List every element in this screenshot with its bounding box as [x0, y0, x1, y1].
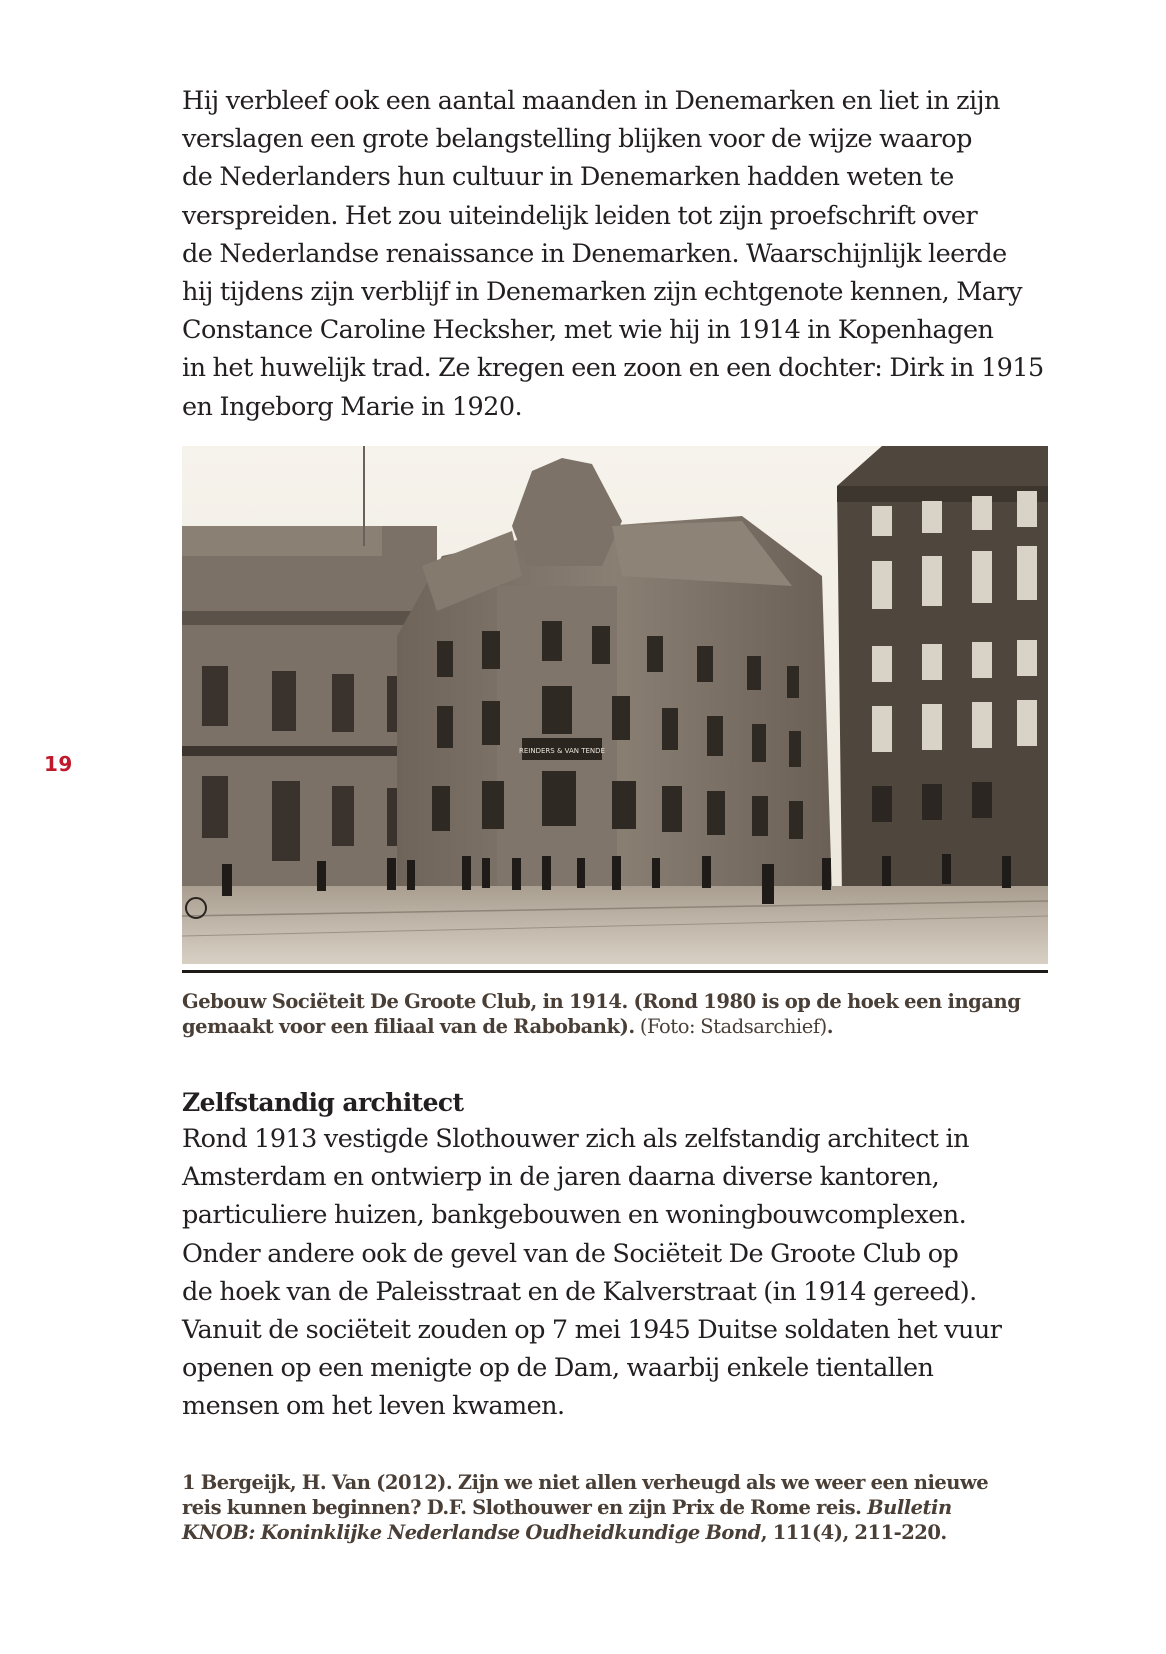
footnote-volume-pages: , 111(4), 211-220. — [760, 1521, 947, 1544]
caption-end-period: . — [826, 1014, 834, 1038]
caption-line-1: Gebouw Sociëteit De Groote Club, in 1914. (Rond 1980 is op de hoek een ingang — [182, 990, 1021, 1013]
section-line: Onder andere ook de gevel van de Sociëteit De Groote Club op — [182, 1238, 959, 1269]
intro-line: Constance Caroline Hecksher, met wie hij in 1914 in Kopenhagen — [182, 315, 994, 346]
intro-line: hij tijdens zijn verblijf in Denemarken zijn echtgenote kennen, Mary — [182, 277, 1022, 308]
section-line: particuliere huizen, bankgebouwen en woningbouwcomplexen. — [182, 1200, 967, 1231]
footnote-journal-part-2: KNOB: Koninklijke Nederlandse Oudheidkundige Bond — [182, 1521, 761, 1544]
intro-line: in het huwelijk trad. Ze kregen een zoon en een dochter: Dirk in 1915 — [182, 353, 1044, 384]
section-line: Rond 1913 vestigde Slothouwer zich als zelfstandig architect in — [182, 1124, 969, 1154]
intro-line: Hij verbleef ook een aantal maanden in Denemarken en liet in zijn — [182, 86, 1000, 116]
footnote — [182, 1470, 1062, 1545]
section-line: de hoek van de Paleisstraat en de Kalverstraat (in 1914 gereed). — [182, 1276, 977, 1307]
right-building — [837, 446, 1048, 896]
section-paragraph — [182, 1120, 1062, 1426]
photo-caption — [182, 990, 1062, 1039]
caption-line-2: gemaakt voor een filiaal van de Rabobank). — [182, 1014, 635, 1038]
intro-line: en Ingeborg Marie in 1920. — [182, 391, 523, 422]
photo-illustration — [182, 446, 1048, 964]
footnote-journal-part-1: Bulletin — [867, 1496, 952, 1519]
caption-rule — [182, 970, 1048, 973]
page-number: 19 — [44, 752, 73, 776]
intro-line: de Nederlanders hun cultuur in Denemarken hadden weten te — [182, 162, 954, 193]
section-line: mensen om het leven kwamen. — [182, 1391, 565, 1422]
footnote-line-1: 1 Bergeijk, H. Van (2012). Zijn we niet allen verheugd als we weer een nieuwe — [182, 1471, 989, 1494]
section-heading: Zelfstandig architect — [182, 1088, 464, 1117]
intro-paragraph — [182, 82, 1062, 426]
section-line: openen op een menigte op de Dam, waarbij enkele tientallen — [182, 1353, 934, 1384]
photo-credit: (Foto: Stadsarchief) — [639, 1014, 827, 1038]
footnote-line-2-text: reis kunnen beginnen? D.F. Slothouwer en zijn Prix de Rome reis. — [182, 1496, 868, 1519]
intro-line: verspreiden. Het zou uiteindelijk leiden tot zijn proefschrift over — [182, 200, 978, 231]
section-line: Vanuit de sociëteit zouden op 7 mei 1945 Duitse soldaten het vuur — [182, 1315, 1002, 1346]
historic-photo-groote-club — [182, 446, 1048, 964]
intro-line: verslagen een grote belangstelling blijken voor de wijze waarop — [182, 124, 972, 155]
storefront-sign: REINDERS & VAN TENDE — [519, 747, 605, 755]
section-line: Amsterdam en ontwierp in de jaren daarna diverse kantoren, — [182, 1162, 940, 1193]
intro-line: de Nederlandse renaissance in Denemarken. Waarschijnlijk leerde — [182, 238, 1007, 269]
street — [182, 886, 1048, 964]
